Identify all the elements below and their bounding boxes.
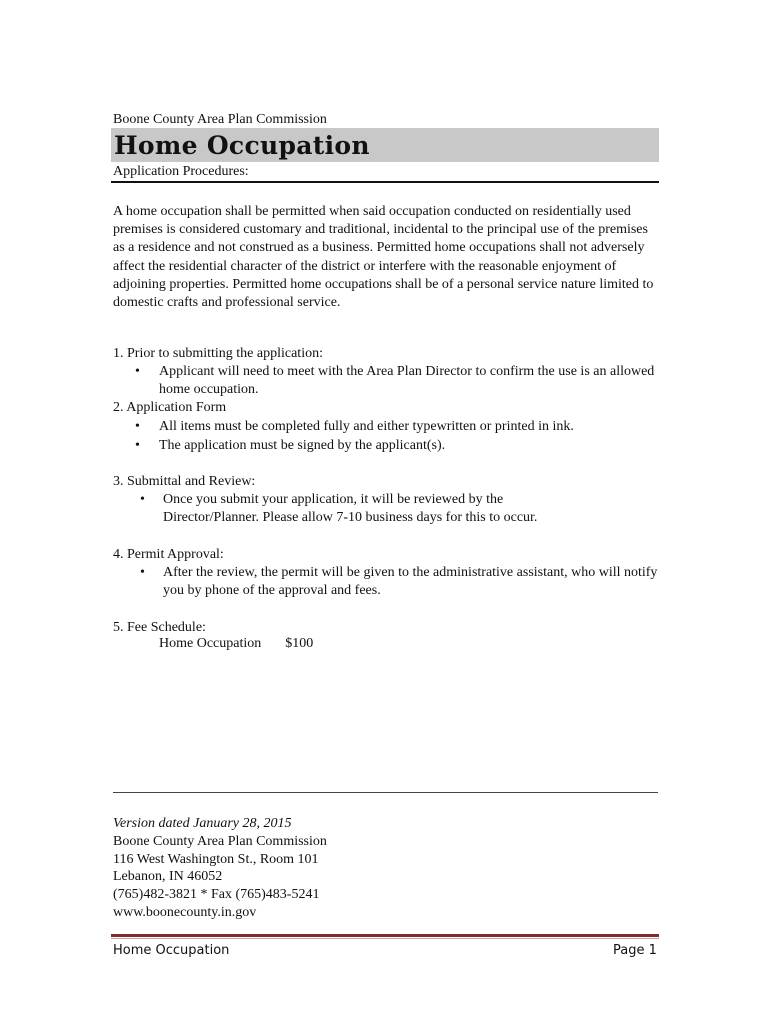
list-item: • The application must be signed by the applicant(s). (135, 438, 446, 453)
step-heading: 3. Submittal and Review: (113, 474, 256, 489)
version-date: Version dated January 28, 2015 (113, 816, 292, 831)
page-title: Home Occupation (114, 131, 370, 160)
bullet-icon: • (135, 364, 140, 379)
bullet-icon: • (140, 492, 145, 507)
contact-block (113, 815, 327, 922)
step-4 (113, 546, 663, 600)
bullet-icon: • (135, 438, 140, 453)
step-heading: 5. Fee Schedule: (113, 620, 206, 635)
step-1 (113, 345, 658, 399)
contact-website[interactable]: www.boonecounty.in.gov (113, 904, 257, 920)
contact-city: Lebanon, IN 46052 (113, 869, 223, 885)
list-item: • Applicant will need to meet with the Area Plan Director to confirm the use is an allowed home occupation. (135, 364, 655, 397)
agency-name: Boone County Area Plan Commission (113, 112, 327, 127)
step-2 (113, 399, 658, 455)
footer-divider-shadow (111, 938, 659, 939)
step-5 (113, 619, 658, 637)
intro-paragraph: A home occupation shall be permitted when said occupation conducted on residentially used premises is considered customary and traditional, incidental to the principal use of the premises as a residence and not construed as a business. Permitted home occupations shall not adversely affect the residential character of the district or interfere with the reasonable enjoyment of adjoining properties. Permitted home occupations shall be of a personal service nature limited to domestic crafts and professional service. (113, 204, 654, 311)
contact-org: Boone County Area Plan Commission (113, 833, 327, 849)
step-heading: 4. Permit Approval: (113, 547, 224, 562)
page-subtitle: Application Procedures: (113, 164, 249, 179)
header-divider (111, 181, 659, 183)
step-heading: 2. Application Form (113, 400, 227, 415)
page-number: Page 1 (613, 943, 657, 958)
footer-title: Home Occupation (113, 943, 230, 958)
bullet-icon: • (135, 419, 140, 434)
contact-phone: (765)482-3821 * Fax (765)483-5241 (113, 887, 320, 903)
bullet-icon: • (140, 565, 145, 580)
list-item: • After the review, the permit will be given to the administrative assistant, who will notify you by phone of the approval and fees. (140, 565, 658, 598)
contact-divider (113, 792, 658, 793)
step-3 (113, 473, 658, 527)
list-item: • All items must be completed fully and either typewritten or printed in ink. (135, 419, 574, 434)
list-item: • Once you submit your application, it will be reviewed by the Director/Planner. Please allow 7-10 business days for this to occur. (140, 492, 538, 525)
fee-row (159, 636, 313, 652)
footer-divider (111, 934, 659, 937)
contact-address: 116 West Washington St., Room 101 (113, 851, 319, 867)
step-heading: 1. Prior to submitting the application: (113, 346, 323, 361)
fee-amount: $100 (285, 636, 314, 651)
fee-item: Home Occupation (159, 636, 262, 651)
